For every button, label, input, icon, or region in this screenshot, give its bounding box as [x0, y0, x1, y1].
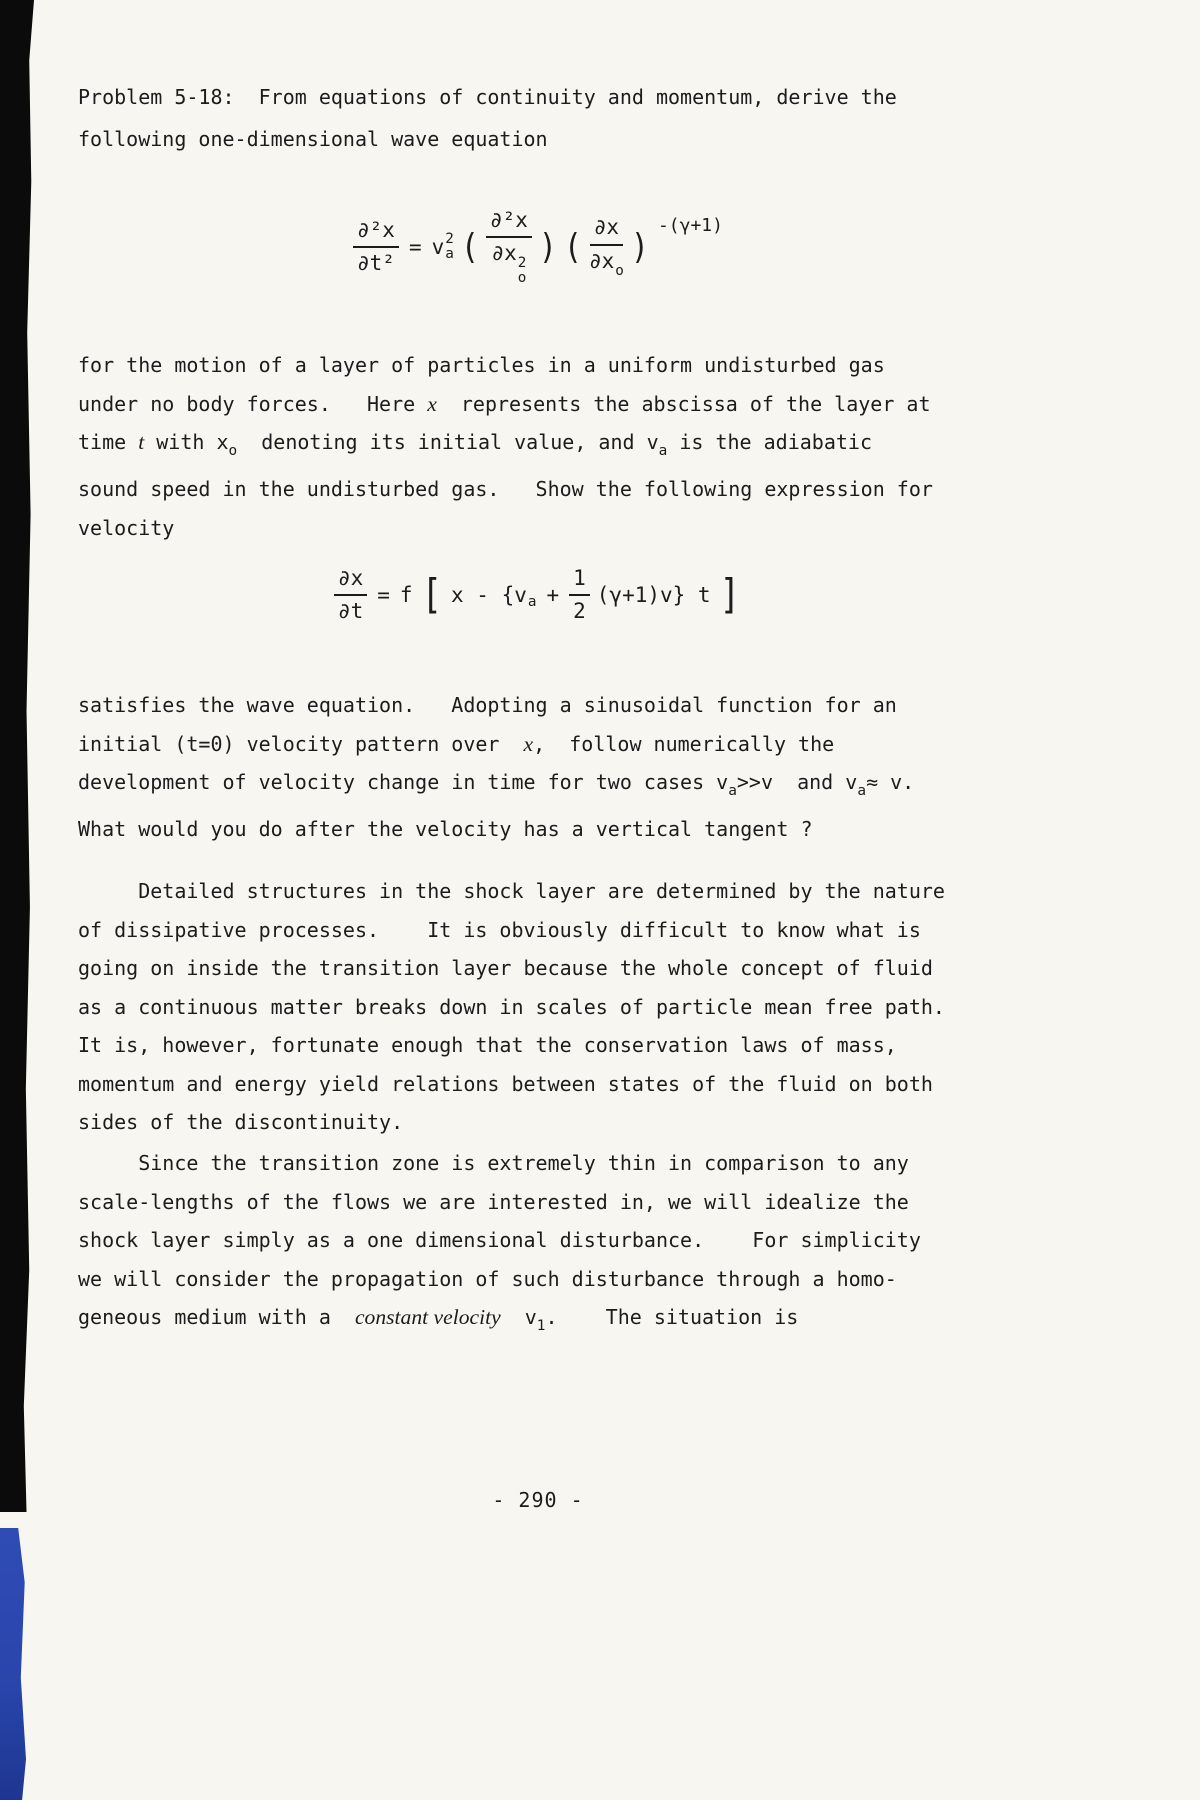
eq2-half-numerator: 1 — [569, 566, 590, 596]
paragraph-transition-zone — [78, 1144, 921, 1345]
text-segment-sub: a — [728, 782, 737, 799]
eq1-exponent: -(γ+1) — [657, 214, 723, 236]
text-line — [78, 346, 933, 385]
text-segment: we will consider the propagation of such disturbance through a homo- — [78, 1266, 897, 1291]
eq1-v-superscript: 2 — [445, 231, 454, 248]
eq2-body2: (γ+1)v} t — [596, 583, 711, 608]
text-segment: It is, however, fortunate enough that the conservation laws of mass, — [78, 1033, 897, 1057]
problem-statement — [78, 76, 897, 160]
text-segment-si: t — [138, 430, 145, 454]
text-line — [78, 988, 945, 1027]
eq1-frac2-den-subscript: o — [517, 270, 527, 287]
text-segment-sub: o — [228, 442, 238, 459]
text-segment-si: constant velocity — [354, 1305, 501, 1329]
wave-equation — [78, 208, 998, 286]
eq1-frac2-denominator — [491, 238, 526, 286]
eq2-v-supsub — [528, 580, 537, 610]
text-segment: time — [78, 430, 139, 454]
text-line — [78, 385, 933, 424]
text-line — [78, 1183, 921, 1222]
text-segment: momentum and energy yield relations between states of the fluid on both — [78, 1071, 933, 1096]
text-segment: Since the transition zone is extremely thin in comparison to any — [78, 1151, 909, 1175]
text-segment: sound speed in the undisturbed gas. Show the following expression for — [78, 477, 933, 502]
eq1-frac2-den-superscript: 2 — [517, 255, 527, 272]
eq1-frac2-numerator: ∂²x — [486, 208, 532, 238]
eq2-lhs-numerator: ∂x — [334, 566, 367, 596]
equals-sign: = — [408, 235, 422, 260]
text-segment-sub: a — [658, 442, 668, 459]
text-line — [78, 911, 945, 950]
text-segment: is the adiabatic — [667, 430, 872, 454]
eq1-frac3-numerator: ∂x — [590, 215, 623, 245]
eq1-second-derivative-fraction — [486, 208, 532, 286]
scan-edge-black — [0, 0, 34, 1512]
text-segment: , follow numerically the — [533, 731, 835, 756]
text-segment: Detailed structures in the shock layer are determined by the nature — [78, 879, 945, 903]
eq1-lhs-denominator: ∂t² — [357, 251, 395, 276]
eq1-lhs-numerator: ∂²x — [353, 218, 399, 248]
eq2-function-f: f — [399, 583, 413, 608]
eq1-frac3-den-subscript: o — [615, 262, 624, 279]
text-segment-si: x — [523, 731, 534, 756]
text-line — [78, 1221, 921, 1260]
open-bracket: [ — [421, 571, 443, 620]
text-segment: initial (t=0) velocity pattern over — [78, 731, 524, 756]
eq2-half-denominator: 2 — [573, 599, 586, 624]
text-segment: velocity — [78, 515, 175, 540]
text-line — [78, 725, 914, 764]
velocity-expression-equation — [78, 566, 998, 624]
close-paren: ) — [538, 227, 557, 268]
eq1-lhs-fraction — [353, 218, 399, 276]
text-segment-sub: a — [857, 782, 866, 799]
eq2-body1: x - {v — [451, 583, 527, 608]
paragraph-numerical-task — [78, 686, 914, 849]
text-segment: geneous medium with a — [78, 1305, 355, 1329]
text-line — [78, 1103, 945, 1142]
eq1-frac3-denominator — [589, 246, 624, 279]
close-bracket: ] — [719, 571, 741, 620]
text-line — [78, 949, 945, 988]
page-number: - 290 - — [492, 1488, 584, 1512]
plus-sign: + — [546, 583, 560, 608]
eq2-half-fraction — [569, 566, 590, 624]
eq1-v-supsub — [445, 232, 454, 262]
text-segment: following one-dimensional wave equation — [78, 127, 548, 151]
equals-sign: = — [377, 583, 390, 608]
text-line — [78, 763, 914, 810]
scan-edge-blue — [0, 1528, 26, 1800]
text-line — [78, 1298, 921, 1345]
text-segment: satisfies the wave equation. Adopting a sinusoidal function for an — [78, 693, 897, 717]
text-segment: going on inside the transition layer because the whole concept of fluid — [78, 956, 933, 980]
text-segment: under no body forces. Here — [78, 391, 428, 416]
text-segment: denoting its initial value, and v — [237, 430, 659, 454]
eq1-frac2-den-base: ∂x — [491, 241, 517, 266]
text-segment: >>v and v — [736, 770, 858, 794]
text-line — [78, 118, 897, 160]
text-line — [78, 1144, 921, 1183]
text-segment: represents the abscissa of the layer at — [436, 391, 931, 416]
eq1-first-derivative-fraction — [589, 215, 624, 278]
text-line — [78, 423, 933, 470]
eq1-frac3-den-supsub — [615, 264, 624, 279]
eq1-frac2-den-supsub — [518, 256, 527, 286]
eq2-v-sub-spacer — [528, 580, 537, 595]
text-line — [78, 509, 933, 548]
text-line — [78, 810, 914, 849]
text-line — [78, 1260, 921, 1299]
eq1-v-subscript: a — [445, 246, 454, 263]
text-segment: v — [500, 1305, 537, 1329]
text-line — [78, 686, 914, 725]
text-segment: for the motion of a layer of particles in a uniform undisturbed gas — [78, 353, 885, 377]
eq1-v: v — [431, 235, 445, 260]
text-segment-si: x — [427, 391, 437, 416]
text-segment: . The situation is — [545, 1305, 799, 1329]
text-segment: sides of the discontinuity. — [78, 1110, 404, 1134]
text-segment: Problem 5-18: From equations of continuity and momentum, derive the — [78, 85, 897, 109]
paragraph-shock-layer — [78, 872, 945, 1142]
text-segment: ≈ v. — [865, 770, 915, 794]
eq2-lhs-denominator: ∂t — [337, 599, 364, 624]
eq1-frac3-den-base: ∂x — [588, 248, 615, 273]
paragraph-gas-layer — [78, 346, 933, 547]
text-segment: with x — [144, 430, 229, 454]
text-segment: as a continuous matter breaks down in scales of particle mean free path. — [78, 994, 945, 1019]
open-paren: ( — [460, 227, 479, 268]
close-paren: ) — [630, 227, 649, 268]
eq2-body-start — [451, 580, 536, 610]
eq2-v-subscript: a — [527, 594, 537, 611]
text-segment: scale-lengths of the flows we are interested in, we will idealize the — [78, 1189, 909, 1214]
text-segment: of dissipative processes. It is obviously difficult to know what is — [78, 917, 921, 942]
text-line — [78, 76, 897, 118]
text-line — [78, 470, 933, 509]
eq1-sound-speed-term — [432, 232, 454, 262]
text-segment: What would you do after the velocity has a vertical tangent ? — [78, 817, 813, 842]
text-line — [78, 1026, 945, 1065]
text-segment: development of velocity change in time for two cases v — [78, 770, 729, 794]
eq2-lhs-fraction — [334, 566, 367, 624]
text-segment-sub: 1 — [536, 1317, 546, 1334]
text-line — [78, 872, 945, 911]
text-segment: shock layer simply as a one dimensional disturbance. For simplicity — [78, 1228, 921, 1252]
text-line — [78, 1065, 945, 1104]
open-paren: ( — [563, 227, 582, 268]
